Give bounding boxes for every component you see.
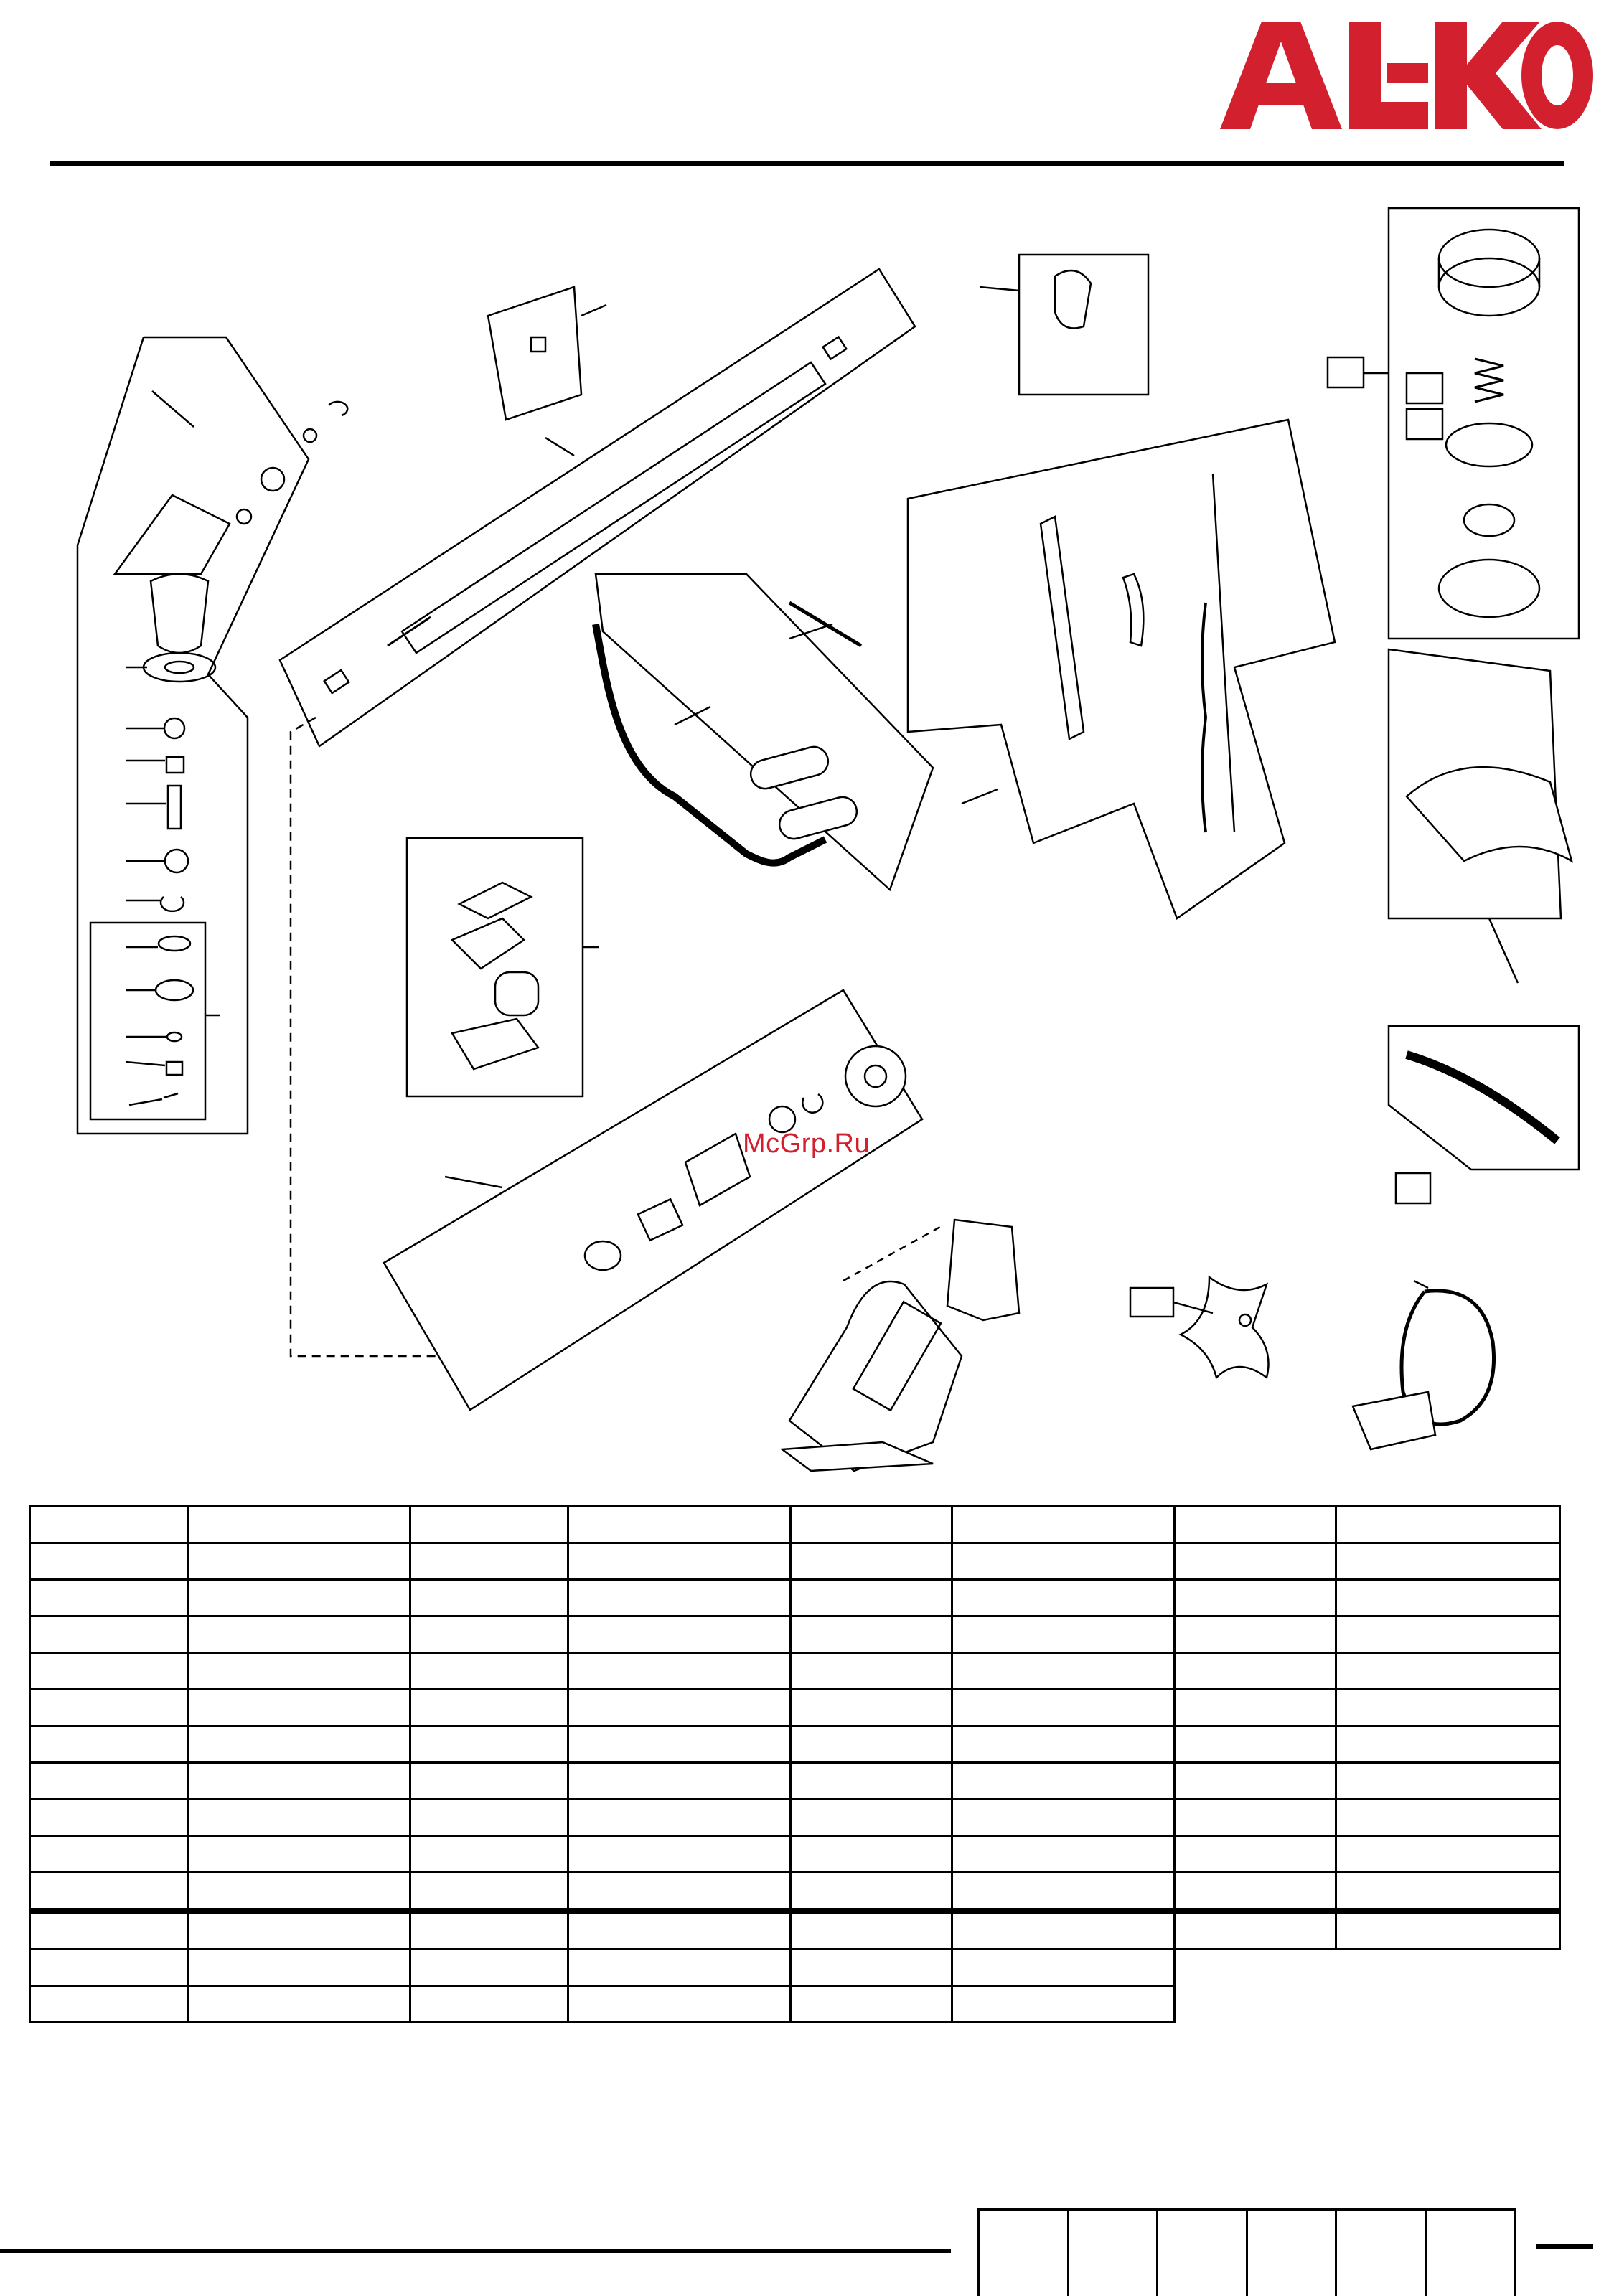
table-cell (952, 1873, 1175, 1911)
table-cell (1336, 1580, 1560, 1617)
pin (164, 1093, 178, 1098)
table-cell (30, 1690, 188, 1726)
table-cell (952, 1763, 1175, 1799)
table-row (30, 1873, 1560, 1911)
blade-fixing-kit-box (90, 923, 205, 1119)
footer-code-boxes (977, 2208, 1516, 2296)
table-cell (410, 1949, 568, 1986)
table-row (30, 1911, 1560, 1949)
table-cell (410, 1986, 568, 2023)
parts-drawing (0, 172, 1614, 1485)
table-cell (188, 1653, 410, 1690)
table-cell (791, 1986, 952, 2023)
table-cell (410, 1873, 568, 1911)
table-row (30, 1653, 1560, 1690)
table-cell (1175, 1836, 1336, 1873)
table-cell (30, 1726, 188, 1763)
table-cell (1336, 1873, 1560, 1911)
shaft-bushing-left (324, 670, 349, 693)
table-row (30, 1836, 1560, 1873)
table-cell (791, 1836, 952, 1873)
clutch-circlip (802, 1094, 822, 1113)
table-cell (1336, 1799, 1560, 1836)
brand-logo (1220, 22, 1593, 129)
table-cell (568, 1799, 791, 1836)
table-cell (188, 1580, 410, 1617)
throttle-housing (1041, 517, 1084, 739)
table-row (30, 1949, 1560, 1986)
blade-holder (156, 980, 193, 1000)
table-cell (410, 1653, 568, 1690)
exploded-parts-diagram (0, 172, 1614, 1485)
handle-grip-1 (748, 743, 832, 791)
table-cell (30, 1580, 188, 1617)
shaft-dashed-link (291, 718, 441, 1356)
table-cell (791, 1690, 952, 1726)
table-cell (188, 1507, 410, 1543)
table-cell (791, 1949, 952, 1986)
table-cell (410, 1799, 568, 1836)
table-cell (568, 1543, 791, 1580)
clamp-sleeve (495, 972, 538, 1015)
alko-logo-graphic (1220, 22, 1593, 129)
table-cell (30, 1617, 188, 1653)
table-cell (1175, 1580, 1336, 1617)
trimmer-spring (1475, 359, 1503, 402)
table-cell (188, 1726, 410, 1763)
table-cell (952, 1690, 1175, 1726)
table-cell (952, 1836, 1175, 1873)
table-cell (791, 1726, 952, 1763)
table-row (30, 1580, 1560, 1617)
table-cell (1175, 1543, 1336, 1580)
throttle-cable-spring (1202, 603, 1206, 832)
clutch-housing (685, 1134, 750, 1205)
table-cell (952, 1911, 1175, 1949)
table-cell (1175, 1763, 1336, 1799)
table-row (30, 1507, 1560, 1543)
trimmer-base (1439, 560, 1539, 617)
bearing-2 (165, 850, 188, 872)
shaft-bushing-right (823, 337, 847, 359)
table-row (30, 1690, 1560, 1726)
table-cell (1175, 1617, 1336, 1653)
table-cell (791, 1617, 952, 1653)
spindle (168, 786, 181, 829)
table-cell (30, 1507, 188, 1543)
trimmer-label-box-1 (1328, 357, 1364, 387)
table-cell (410, 1911, 568, 1949)
blade-label-box (1130, 1288, 1173, 1317)
table-cell (188, 1836, 410, 1873)
circlip (161, 897, 184, 911)
washer-upper (304, 429, 316, 442)
table-cell (188, 1763, 410, 1799)
table-row (30, 1986, 1560, 2023)
nut-2 (166, 1062, 182, 1075)
throttle-group-outline (908, 420, 1335, 918)
table-row (30, 1543, 1560, 1580)
footer-rule (0, 2249, 951, 2253)
trimmer-spool (1446, 423, 1532, 466)
table-cell (952, 1617, 1175, 1653)
table-cell (30, 1653, 188, 1690)
table-cell (791, 1507, 952, 1543)
table-cell (1336, 1836, 1560, 1873)
table-cell (568, 1726, 791, 1763)
table-cell (30, 1799, 188, 1836)
trimmer-label-box-2 (1407, 373, 1442, 403)
table-cell (1336, 1763, 1560, 1799)
bearing-1 (164, 718, 184, 738)
handlebar-group-outline (596, 574, 933, 890)
gearhead-inner-outline (115, 495, 230, 574)
table-cell (791, 1543, 952, 1580)
table-cell (30, 1543, 188, 1580)
table-cell (188, 1986, 410, 2023)
table-cell (1175, 1507, 1336, 1543)
guard-extension-box (1389, 1026, 1579, 1170)
strap-pad (1353, 1392, 1435, 1449)
table-cell (952, 1986, 1175, 2023)
table-empty-cell (1336, 1949, 1560, 1986)
table-row (30, 1799, 1560, 1836)
guard-ext-label-box (1396, 1173, 1430, 1203)
table-cell (410, 1507, 568, 1543)
trimmer-label-box-3 (1407, 409, 1442, 439)
table-cell (568, 1580, 791, 1617)
table-cell (791, 1580, 952, 1617)
drive-shaft-tube (402, 362, 825, 653)
table-cell (568, 1986, 791, 2023)
table-cell (568, 1690, 791, 1726)
table-cell (188, 1873, 410, 1911)
code-box (1158, 2211, 1248, 2296)
table-cell (1175, 1653, 1336, 1690)
clamp-bracket (1055, 270, 1091, 329)
table-cell (568, 1507, 791, 1543)
page-dash-mark (1536, 2244, 1593, 2249)
table-cell (188, 1543, 410, 1580)
table-cell (1175, 1726, 1336, 1763)
code-box (1427, 2211, 1514, 2296)
table-cell (410, 1836, 568, 1873)
table-cell (30, 1836, 188, 1873)
table-cell (30, 1873, 188, 1911)
table-cell (30, 1986, 188, 2023)
table-cell (791, 1653, 952, 1690)
table-cell (410, 1543, 568, 1580)
throttle-cable (1213, 474, 1234, 832)
clamp-bottom (452, 1019, 538, 1069)
table-cell (1336, 1507, 1560, 1543)
table-cell (1175, 1690, 1336, 1726)
gearhead-group-outline (78, 337, 309, 1134)
table-cell (568, 1949, 791, 1986)
table-cell (1336, 1543, 1560, 1580)
table-cell (952, 1949, 1175, 1986)
table-row (30, 1726, 1560, 1763)
table-cell (410, 1617, 568, 1653)
clutch-bush (585, 1241, 621, 1270)
table-cell (30, 1911, 188, 1949)
table-cell (188, 1617, 410, 1653)
circlip-upper (329, 402, 347, 415)
table-cell (952, 1726, 1175, 1763)
code-box (1069, 2211, 1159, 2296)
table-cell (410, 1580, 568, 1617)
clamp-lower (452, 918, 524, 969)
gear-housing (151, 574, 208, 653)
table-cell (568, 1763, 791, 1799)
table-row (30, 1617, 1560, 1653)
trimmer-eyelet (1464, 504, 1514, 536)
table-cell (952, 1799, 1175, 1836)
table-cell (568, 1653, 791, 1690)
grass-guard (1407, 767, 1572, 861)
table-cell (30, 1949, 188, 1986)
flange-disc (144, 653, 215, 682)
table-cell (1175, 1911, 1336, 1949)
handle-grip-2 (776, 794, 860, 842)
table-cell (410, 1690, 568, 1726)
header-rule (50, 161, 1564, 166)
table-empty-cell (1336, 1986, 1560, 2023)
warning-label-plate (488, 287, 581, 420)
table-cell (1336, 1726, 1560, 1763)
table-cell (188, 1799, 410, 1836)
table-row (30, 1763, 1560, 1799)
table-empty-cell (1175, 1986, 1336, 2023)
table-cell (952, 1580, 1175, 1617)
table-cell (1336, 1690, 1560, 1726)
nut-1 (166, 757, 184, 773)
table-cell (1336, 1617, 1560, 1653)
table-cell (188, 1690, 410, 1726)
guard-extension (1407, 1055, 1557, 1141)
table-cell (568, 1873, 791, 1911)
code-box (1248, 2211, 1338, 2296)
cable-tie (789, 603, 861, 646)
code-box (1337, 2211, 1427, 2296)
clutch-coupling (638, 1199, 682, 1240)
table-cell (1336, 1911, 1560, 1949)
table-cell (410, 1726, 568, 1763)
gasket-plate (947, 1220, 1019, 1320)
table-cell (1175, 1873, 1336, 1911)
table-cell (568, 1911, 791, 1949)
parts-list-table (29, 1505, 1561, 2023)
cutting-blade (1181, 1277, 1269, 1378)
clutch-drum (845, 1046, 906, 1106)
code-box (980, 2211, 1069, 2296)
table-cell (410, 1763, 568, 1799)
table-cell (952, 1507, 1175, 1543)
throttle-lever (1123, 574, 1143, 646)
bearing-3 (261, 468, 284, 491)
table-cell (1175, 1799, 1336, 1836)
table-cell (188, 1949, 410, 1986)
table-empty-cell (1175, 1949, 1336, 1986)
watermark: McGrp.Ru (743, 1129, 871, 1159)
washer-small (167, 1032, 182, 1041)
table-cell (791, 1873, 952, 1911)
table-cell (188, 1911, 410, 1949)
table-cell (791, 1911, 952, 1949)
table-cell (952, 1653, 1175, 1690)
table-cell (1336, 1653, 1560, 1690)
table-cell (791, 1799, 952, 1836)
clamp-upper (459, 883, 531, 918)
table-cell (568, 1617, 791, 1653)
table-cell (30, 1763, 188, 1799)
table-cell (952, 1543, 1175, 1580)
table-cell (568, 1836, 791, 1873)
thrust-washer (159, 936, 190, 951)
table-cell (791, 1763, 952, 1799)
